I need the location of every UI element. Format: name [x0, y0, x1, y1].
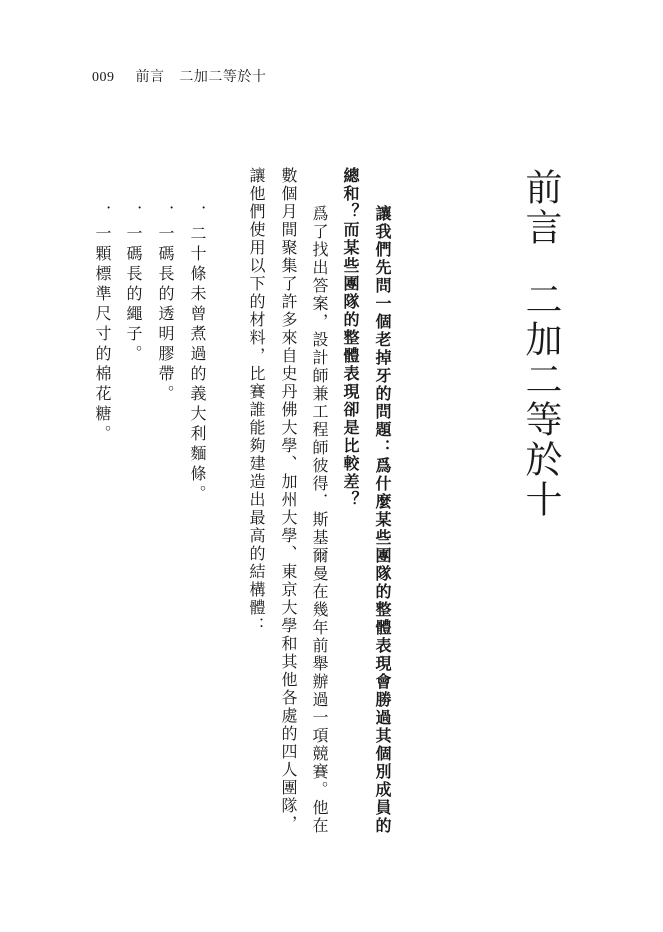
chapter-title-label: 前言 — [519, 168, 562, 248]
body-column-5: 讓他們使用以下的材料，比賽誰能夠建造出最高的結構體： — [247, 167, 266, 635]
body-column-2: 總和？而某些團隊的整體表現卻是比較差？ — [341, 167, 360, 509]
list-item: ．一碼長的透明膠帶。 — [156, 205, 175, 405]
page-number: 009 — [92, 70, 115, 85]
body-column-4: 數個月間聚集了許多來自史丹佛大學、加州大學、東京大學和其他各處的四人團隊， — [279, 167, 298, 833]
chapter-title — [520, 168, 560, 520]
chapter-title-name: 二加二等於十 — [519, 280, 562, 520]
running-head-chapter: 二加二等於十 — [179, 69, 267, 85]
body-column-3: 爲了找出答案，設計師兼工程師彼得．斯基爾曼在幾年前舉辦過一項競賽。他在 — [310, 205, 329, 835]
body-column-1: 讓我們先問一個老掉牙的問題：爲什麼某些團隊的整體表現會勝過其個別成員的 — [373, 205, 392, 835]
running-head-section: 前言 — [135, 69, 165, 85]
list-item: ．一碼長的繩子。 — [124, 205, 143, 365]
list-item: ．二十條未曾煮過的義大利麵條。 — [188, 205, 207, 505]
running-head — [92, 66, 276, 86]
list-item: ．一顆標準尺寸的棉花糖。 — [93, 205, 112, 445]
